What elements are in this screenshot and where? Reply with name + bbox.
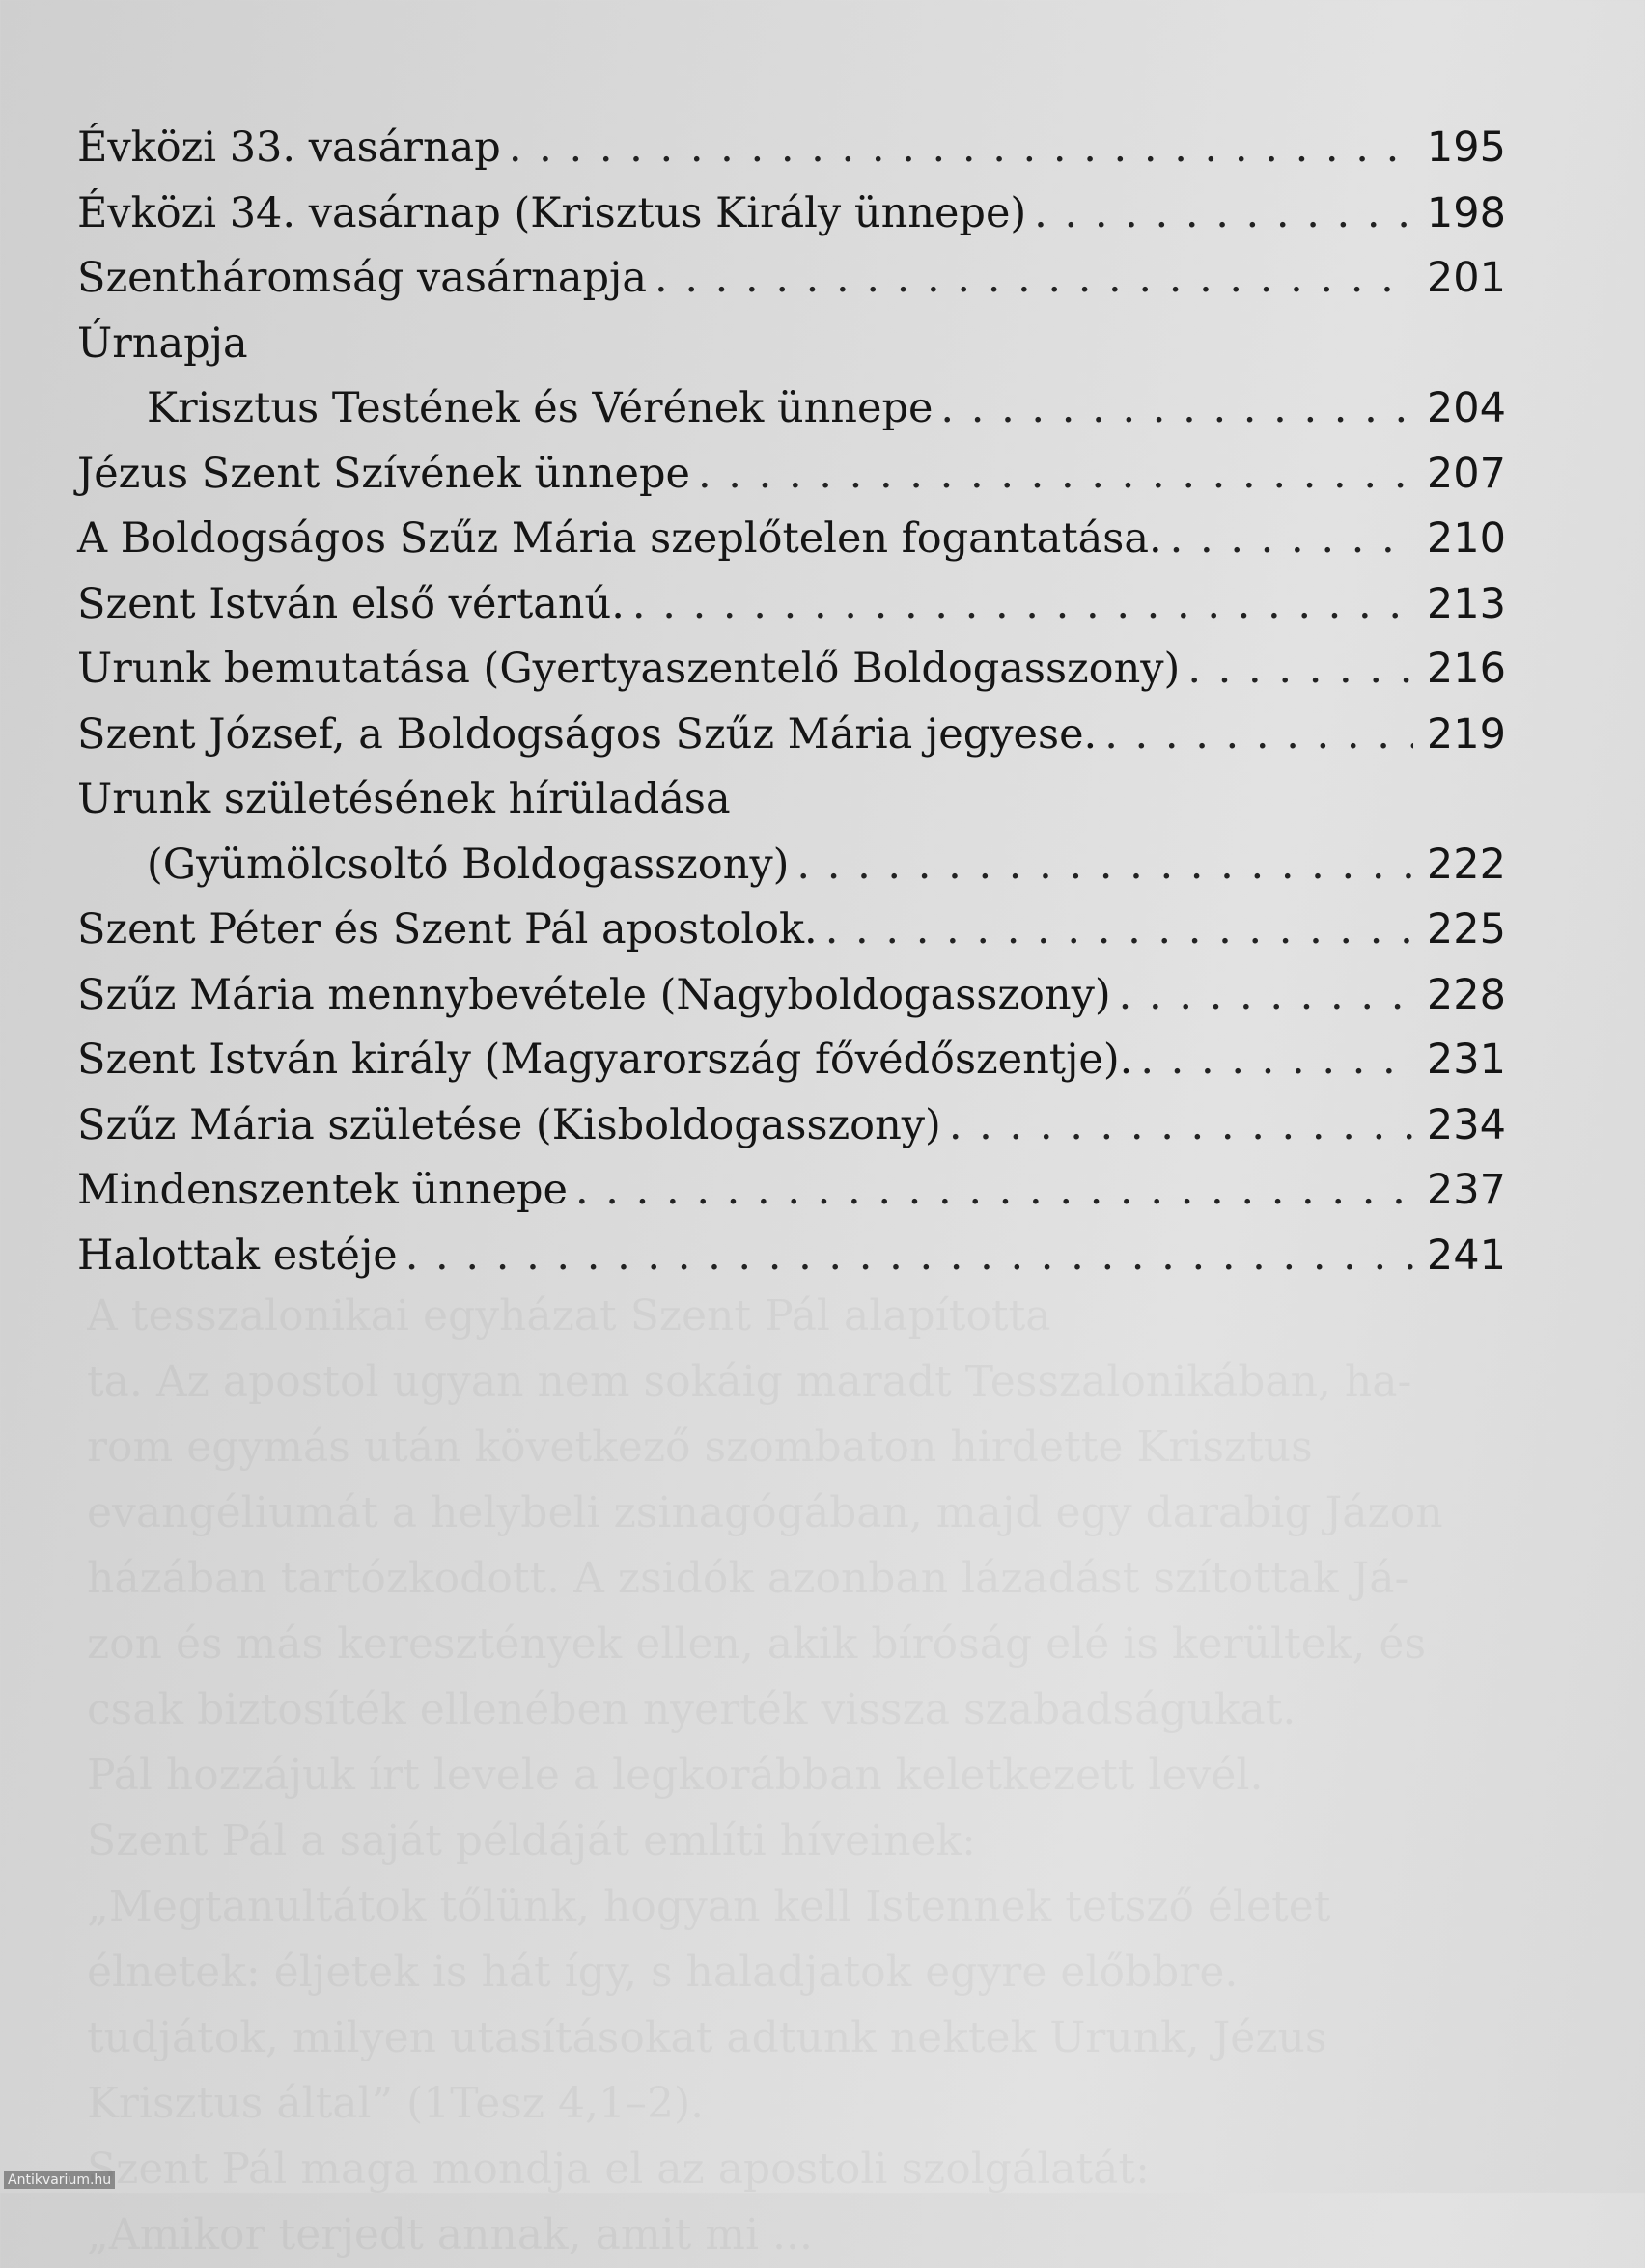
toc-row: [77, 767, 1506, 833]
toc-entry: [77, 181, 1506, 247]
toc-leader-dots: [818, 898, 1413, 963]
toc-entry: [77, 1093, 1506, 1159]
toc-leader-dots: [1132, 1028, 1413, 1093]
toc-title: Szentháromság vasárnapja: [77, 254, 647, 302]
toc-row: [77, 312, 1506, 377]
toc-leader-dots: [647, 246, 1413, 312]
toc-title: A Boldogságos Szűz Mária szeplőtelen fogantatása.: [77, 514, 1162, 563]
toc-entry: [77, 898, 1506, 963]
bleed-through-text: [87, 1284, 1506, 2268]
toc-title: Halottak estéje: [77, 1231, 398, 1280]
toc-leader-dots: [1111, 963, 1413, 1029]
toc-entry: [77, 1028, 1506, 1093]
toc-row: [147, 833, 1506, 899]
toc-title: Krisztus Testének és Vérének ünnepe: [147, 384, 934, 432]
toc-page-number: 201: [1426, 254, 1506, 302]
toc-page-number: 228: [1426, 970, 1506, 1019]
toc-title: Szűz Mária mennybevétele (Nagyboldogasszony): [77, 970, 1111, 1019]
toc-row: [77, 898, 1506, 963]
toc-title: (Gyümölcsoltó Boldogasszony): [147, 840, 790, 889]
toc-title: Urunk bemutatása (Gyertyaszentelő Boldogasszony): [77, 645, 1181, 693]
toc-title: Szent József, a Boldogságos Szűz Mária jegyese.: [77, 709, 1098, 759]
toc-entry: [77, 963, 1506, 1029]
toc-leader-dots: [1026, 181, 1413, 247]
toc-page-number: 195: [1426, 124, 1506, 172]
toc-title: Évközi 33. vasárnap: [77, 124, 501, 172]
toc-title: Szent Péter és Szent Pál apostolok.: [77, 905, 818, 954]
toc-page-number: 222: [1426, 840, 1506, 889]
toc-row: [77, 1158, 1506, 1224]
toc-page-number: 234: [1426, 1100, 1506, 1149]
toc-leader-dots: [789, 833, 1413, 899]
toc-row: [77, 116, 1506, 181]
toc-leader-dots: [941, 1093, 1413, 1159]
watermark: Antikvarium.hu: [4, 2171, 115, 2189]
toc-title: Szent István király (Magyarország fővédőszentje).: [77, 1036, 1133, 1084]
toc-row: [77, 246, 1506, 312]
toc-row: [77, 963, 1506, 1029]
toc-title: Évközi 34. vasárnap (Krisztus Király ünnepe): [77, 188, 1027, 237]
toc-leader-dots: [933, 376, 1413, 442]
toc-page-number: 207: [1426, 449, 1506, 498]
toc-row: [77, 507, 1506, 572]
toc-entry: [77, 833, 1506, 899]
toc-page-number: 237: [1426, 1166, 1506, 1214]
toc-page-number: 241: [1426, 1231, 1506, 1280]
toc-entry: [77, 312, 1506, 377]
toc-title: Jézus Szent Szívének ünnepe: [77, 449, 690, 498]
toc-row: [77, 1028, 1506, 1093]
toc-page-number: 231: [1426, 1036, 1506, 1084]
toc-leader-dots: [1162, 507, 1413, 572]
toc-leader-dots: [625, 572, 1413, 638]
toc-title: Úrnapja: [77, 318, 248, 368]
toc-title: Szent István első vértanú.: [77, 579, 625, 628]
toc-entry: [77, 246, 1506, 312]
toc-row: [77, 181, 1506, 247]
toc-entry: [77, 703, 1506, 768]
toc-leader-dots: [1180, 637, 1413, 703]
toc-page-number: 198: [1426, 188, 1506, 237]
toc-entry: [77, 767, 1506, 833]
toc-row: [77, 442, 1506, 508]
toc-entry: [77, 442, 1506, 508]
toc-entry: [77, 376, 1506, 442]
toc-leader-dots: [501, 116, 1413, 181]
toc-row: [77, 703, 1506, 768]
toc-leader-dots: [568, 1158, 1413, 1224]
toc-row: [77, 1224, 1506, 1289]
toc-page-number: 210: [1426, 514, 1506, 563]
toc-page-number: 225: [1426, 905, 1506, 954]
toc-entry: [77, 1158, 1506, 1224]
toc-title: Szűz Mária születése (Kisboldogasszony): [77, 1100, 941, 1149]
toc-row: [77, 637, 1506, 703]
toc-title: Mindenszentek ünnepe: [77, 1166, 568, 1214]
toc-page-number: 204: [1426, 384, 1506, 432]
toc-entry: [77, 572, 1506, 638]
toc-entry: [77, 637, 1506, 703]
toc-leader-dots: [398, 1224, 1413, 1289]
toc-page-number: 213: [1426, 579, 1506, 628]
toc-entry: [77, 1224, 1506, 1289]
toc-row: [77, 572, 1506, 638]
toc-entry: [77, 116, 1506, 181]
toc-row: [147, 376, 1506, 442]
toc-leader-dots: [690, 442, 1413, 508]
toc-leader-dots: [1097, 703, 1413, 768]
toc-row: [77, 1093, 1506, 1159]
toc-entry: [77, 507, 1506, 572]
toc-page-number: 219: [1426, 709, 1506, 759]
toc-title: Urunk születésének hírüladása: [77, 775, 731, 823]
toc-page-number: 216: [1426, 645, 1506, 693]
table-of-contents: [77, 116, 1506, 1288]
